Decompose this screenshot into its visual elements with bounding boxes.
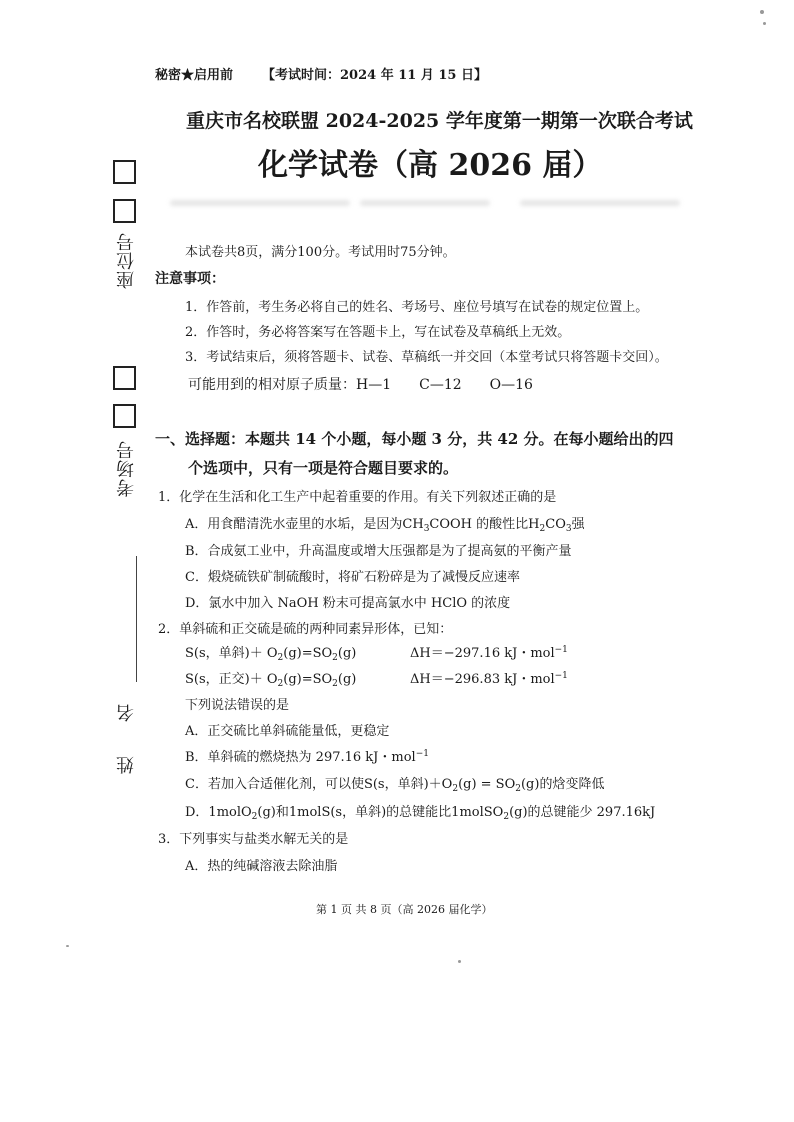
name-write-line[interactable] [136,556,137,682]
scan-speck [763,22,766,25]
page-footer: 第 1 页 共 8 页（高 2026 届化学） [316,903,493,916]
q2-option-c: C．若加入合适催化剂，可以使S(s，单斜)$+O_2(g) = SO_2(g)$的焓变降低 [185,777,605,794]
q1-option-c: C．煅烧硫铁矿制硫酸时，将矿石粉碎是为了减慢反应速率 [185,570,520,585]
name-label: 姓 名 [116,690,137,774]
q2-option-a: A．正交硫比单斜硫能量低，更稳定 [185,724,390,739]
q2-prompt: 下列说法错误的是 [185,698,290,713]
q2-enthalpy-2: ΔH＝−296.83 kJ・mol$^{-1}$ [410,671,568,687]
section-heading-cont: 个选项中，只有一项是符合题目要求的。 [188,459,459,477]
exam-info: 本试卷共8页，满分100分。考试用时75分钟。 [185,245,456,260]
room-box-1[interactable] [113,366,136,390]
q2-option-d: D．1molO$_2$(g)和1molS(s，单斜)的总键能比1molSO$_2$(g)的总键能少 297.16kJ [185,805,656,822]
alliance-title: 重庆市名校联盟 2024-2025 学年度第一期第一次联合考试 [186,110,693,132]
q1-option-a: A．用食醋清洗水壶里的水垢，是因为$CH_3COOH$ 的酸性比$H_2CO_3$强 [185,517,585,534]
q2-equation-2: S(s，正交)＋ $O_2(g)=SO_2(g)$ [185,672,357,689]
q1-option-d: D．氯水中加入 NaOH 粉末可提高氯水中 HClO 的浓度 [185,596,511,611]
q2-equation-1: S(s，单斜)＋ $O_2(g)=SO_2(g)$ [185,646,357,663]
faint-bleed-through [520,200,680,206]
faint-bleed-through [360,200,490,206]
paper-title: 化学试卷（高 2026 届） [258,148,603,183]
seat-box-2[interactable] [113,199,136,223]
seat-box-1[interactable] [113,160,136,184]
confidential-mark: 秘密★启用前 [155,68,234,83]
faint-bleed-through [170,200,350,206]
exam-room-label: 考场号 [116,440,137,497]
question-1-stem: 1．化学在生活和化工生产中起着重要的作用。有关下列叙述正确的是 [158,490,557,505]
room-box-2[interactable] [113,404,136,428]
question-3-stem: 3．下列事实与盐类水解无关的是 [158,832,349,847]
q3-option-a: A．热的纯碱溶液去除油脂 [185,859,338,874]
scan-speck [66,945,69,947]
atomic-mass-line: 可能用到的相对原子质量：H—1 C—12 O—16 [188,377,533,393]
note-item: 2．作答时，务必将答案写在答题卡上，写在试卷及草稿纸上无效。 [185,325,571,340]
q2-option-b: B．单斜硫的燃烧热为 297.16 kJ・mol$^{-1}$ [185,749,429,765]
seat-number-label: 座位号 [116,232,137,289]
notes-title: 注意事项： [155,271,225,287]
section-heading: 一、选择题：本题共 14 个小题，每小题 3 分，共 42 分。在每小题给出的四 [155,430,674,448]
question-2-stem: 2．单斜硫和正交硫是硫的两种同素异形体，已知： [158,622,453,637]
q1-option-b: B．合成氨工业中，升高温度或增大压强都是为了提高氨的平衡产量 [185,544,572,559]
note-item: 3．考试结束后，须将答题卡、试卷、草稿纸一并交回（本堂考试只将答题卡交回）。 [185,350,668,365]
q2-enthalpy-1: ΔH＝−297.16 kJ・mol$^{-1}$ [410,645,568,661]
note-item: 1．作答前，考生务必将自己的姓名、考场号、座位号填写在试卷的规定位置上。 [185,300,649,315]
scan-speck [458,960,461,963]
scan-speck [760,10,764,14]
exam-time: 【考试时间：2024 年 11 月 15 日】 [262,68,487,83]
